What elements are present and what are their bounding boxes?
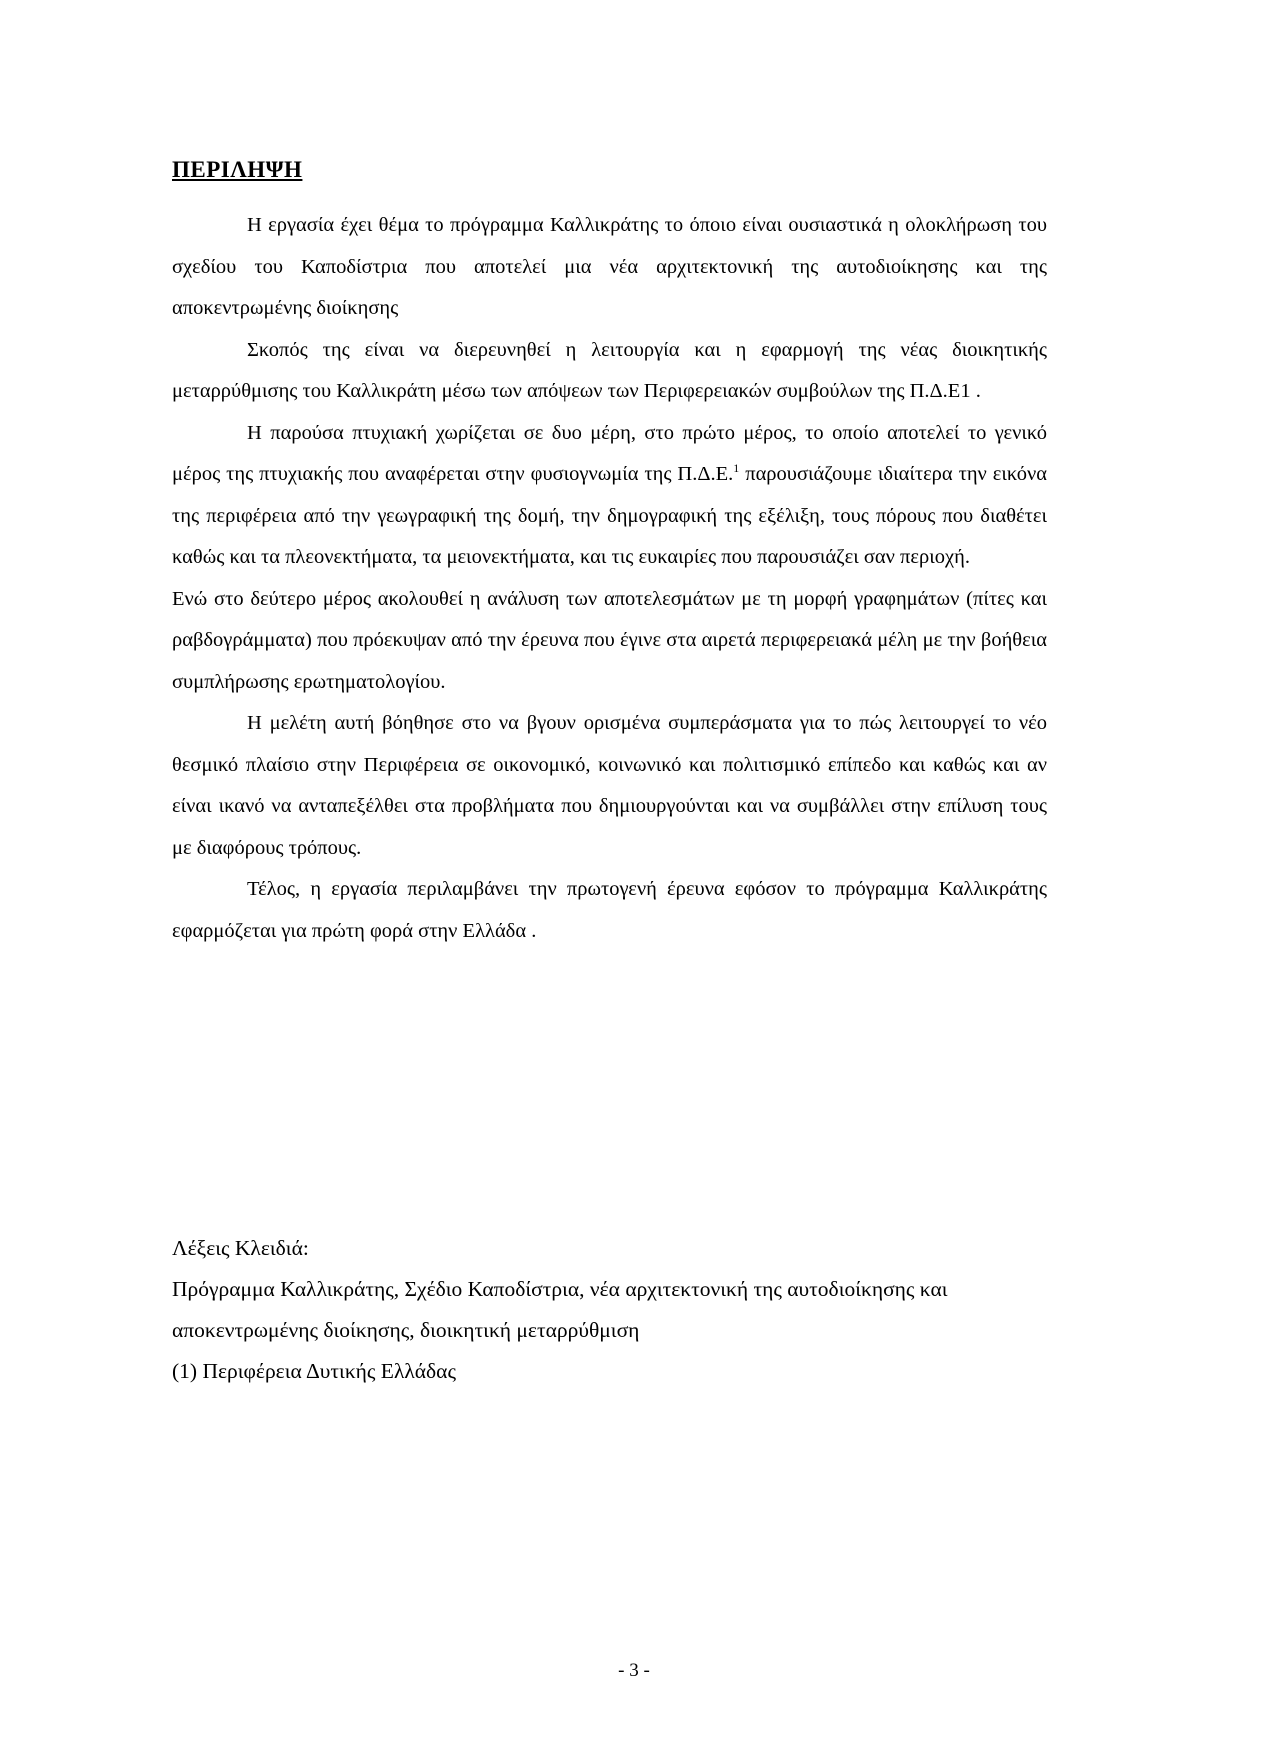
paragraph-ending: Τέλος, η εργασία περιλαμβάνει την πρωτογενή έρευνα εφόσον το πρόγραμμα Καλλικράτης εφαρμόζεται για πρώτη φορά στην Ελλάδα . [172,878,1047,942]
keywords-section [172,1228,1072,1392]
keywords-list: Πρόγραμμα Καλλικράτης, Σχέδιο Καποδίστρια, νέα αρχιτεκτονική της αυτοδιοίκησης και αποκεντρωμένης διοίκησης, διοικητική μεταρρύθμιση [172,1277,948,1342]
paragraph-purpose: Σκοπός της είναι να διερευνηθεί η λειτουργία και η εφαρμογή της νέας διοικητικής μεταρρύθμισης του Καλλικράτη μέσω των απόψεων των Περιφερειακών συμβούλων της Π.Δ.Ε1 . [172,338,1047,402]
paragraph-structure-text: Η παρούσα πτυχιακή χωρίζεται σε δυο μέρη, στο πρώτο μέρος, το οποίο αποτελεί το γενικό μέρος της πτυχιακής που αναφέρεται στην φυσιογνωμία της Π.Δ.Ε. [172,421,1047,485]
paragraph-structure [172,413,1047,579]
footnote: (1) Περιφέρεια Δυτικής Ελλάδας [172,1359,456,1383]
abstract-body [172,205,1047,952]
paragraph-second-part: Ενώ στο δεύτερο μέρος ακολουθεί η ανάλυση των αποτελεσμάτων με τη μορφή γραφημάτων (πίτες και ραβδογράμματα) που πρόεκυψαν από την έρευνα που έγινε στα αιρετά περιφερειακά μέλη με την βοήθεια συμπλήρωσης ερωτηματολογίου. [172,587,1047,693]
paragraph-topic: Η εργασία έχει θέμα το πρόγραμμα Καλλικράτης το όποιο είναι ουσιαστικά η ολοκλήρωση του σχεδίου του Καποδίστρια που αποτελεί μια νέα αρχιτεκτονική της αυτοδιοίκησης και της αποκεντρωμένης διοίκησης [172,214,1047,319]
page-title: ΠΕΡΙΛΗΨΗ [172,157,303,182]
paragraph-conclusions: Η μελέτη αυτή βόηθησε στο να βγουν ορισμένα συμπεράσματα για το πώς λειτουργεί το νέο θεσμικό πλαίσιο στην Περιφέρεια σε οικονομικό, κοινωνικό και πολιτισμικό επίπεδο και καθώς και αν είναι ικανό να ανταπεξέλθει στα προβλήματα που δημιουργούνται και να συμβάλλει στην επίλυση τους με διαφόρους τρόπους. [172,712,1047,859]
paragraph-structure-continuation: παρουσιάζουμε ιδιαίτερα την εικόνα της περιφέρεια από την γεωγραφική της δομή, την δημογραφική της εξέλιξη, τους πόρους που διαθέτει καθώς και τα πλεονεκτήματα, τα μειονεκτήματα, και τις ευκαιρίες που παρουσιάζει σαν περιοχή. [172,463,1047,568]
page-number: - 3 - [618,1660,650,1681]
keywords-title: Λέξεις Κλειδιά: [172,1236,309,1260]
footnote-marker: 1 [733,461,740,476]
